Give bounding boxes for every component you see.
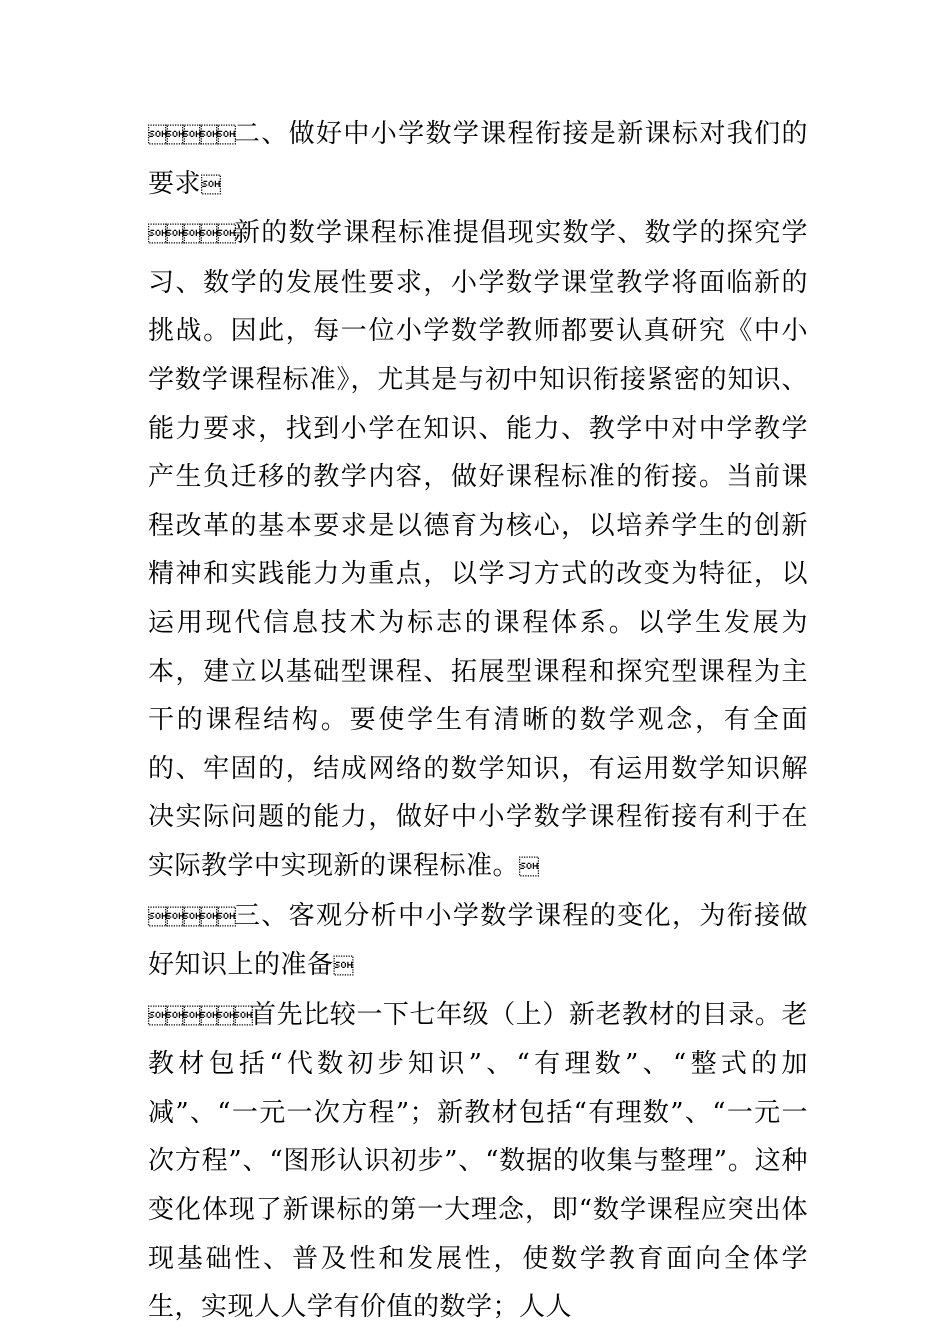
heading-text: 三、客观分析中小学数学课程的变化，为衔接做好知识上的准备	[148, 900, 808, 981]
section-heading-2	[148, 110, 808, 209]
paragraph-mark: 	[333, 954, 351, 979]
section-heading-3	[148, 892, 808, 991]
paragraph-mark: 	[519, 854, 537, 879]
body-paragraph-1	[148, 209, 808, 891]
tab-marker: 	[148, 222, 233, 247]
heading-text: 二、做好中小学数学课程衔接是新课标对我们的要求	[148, 119, 808, 199]
paragraph-text: 首先比较一下七年级（上）新老教材的目录。老教材包括“代数初步知识”、“有理数”、“整式的加减”、“一元一次方程”；新教材包括“有理数”、“一元一次方程”、“图形认识初步”、“数据的收集与整理”。这种变化体现了新课标的第一大理念，即“数学课程应突出体现基础性、普及性和发展性，使数学教育面向全体学生，实现人人学有价值的数学；人人	[148, 999, 808, 1323]
paragraph-mark: 	[201, 172, 219, 197]
body-paragraph-2	[148, 991, 808, 1333]
paragraph-text: 新的数学课程标准提倡现实数学、数学的探究学习、数学的发展性要求，小学数学课堂教学将面临新的挑战。因此，每一位小学数学教师都要认真研究《中小学数学课程标准》，尤其是与初中知识衔接紧密的知识、能力要求，找到小学在知识、能力、教学中对中学教学产生负迁移的教学内容，做好课程标准的衔接。当前课程改革的基本要求是以德育为核心，以培养学生的创新精神和实践能力为重点，以学习方式的改变为特征，以运用现代信息技术为标志的课程体系。以学生发展为本，建立以基础型课程、拓展型课程和探究型课程为主干的课程结构。要使学生有清晰的数学观念，有全面的、牢固的，结成网络的数学知识，有运用数学知识解决实际问题的能力，做好中小学数学课程衔接有利于在实际教学中实现新的课程标准。	[148, 218, 808, 881]
document-body	[148, 110, 808, 1333]
tab-marker: 	[148, 904, 233, 929]
tab-marker: 	[148, 123, 233, 147]
tab-marker: 	[148, 1003, 250, 1028]
